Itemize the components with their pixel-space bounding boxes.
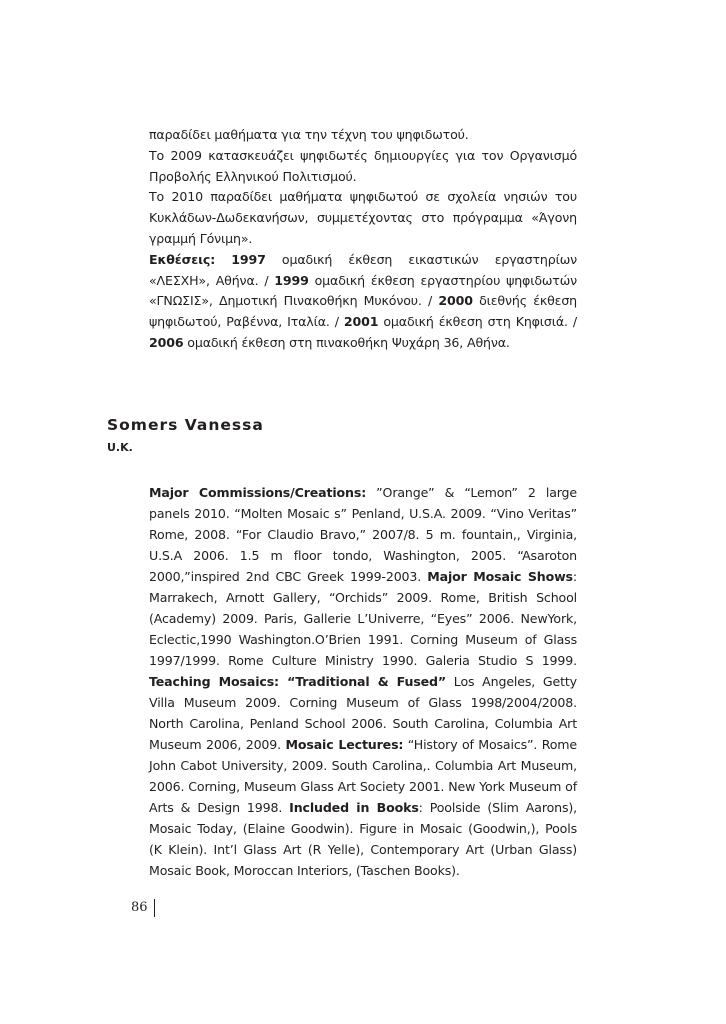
shows-label: Major Mosaic Shows [427,569,573,584]
artist-name: Somers Vanessa [107,416,264,434]
english-biography-block [149,482,577,881]
page-number: 86 [131,899,155,917]
year: 2000 [438,293,473,309]
exhibitions-paragraph: Εκθέσεις: 1997 ομαδική έκθεση εικαστικών εργαστηρίων «ΛΕΣΧΗ», Αθήνα. / 1999 ομαδική έκθεση εργαστηρίου ψηφιδωτών «ΓΝΩΣΙΣ», Δημοτική Πινακοθήκη Μυκόνου. / 2000 διεθνής έκθεση ψηφιδωτού, Ραβέννα, Ιταλία. / 2001 ομαδική έκθεση στη Κηφισιά. / 2006 ομαδική έκθεση στη πινακοθήκη Ψυχάρη 36, Αθήνα. [149,251,578,350]
books-label: Included in Books [289,800,419,815]
exhibitions-label: Εκθέσεις: [149,251,216,267]
paragraph: Το 2009 κατασκευάζει ψηφιδωτές δημιουργίες για τον Οργανισμό Προβολής Ελληνικού Πολιτισμού. [149,147,577,184]
paragraph: παραδίδει μαθήματα για την τέχνη του ψηφιδωτού. [149,127,469,142]
year: 1997 [231,251,266,267]
year: 1999 [274,272,309,288]
biography-paragraph: Major Commissions/Creations: ”Orange” & “Lemon” 2 large panels 2010. “Molten Mosaic s” Penland, U.S.A. 2009. “Vino Veritas” Rome, 2008. “For Claudio Bravo,” 2007/8. 5 m. fountain,, Virginia, U.S.A 2006. 1.5 m floor tondo, Washington, 2005. “Asaroton 2000,”inspired 2nd CBC Greek 1999-2003. Major Mosaic Shows: Marrakech, Arnott Gallery, “Orchids” 2009. Rome, British School (Academy) 2009. Paris, Gallerie L’Univerre, “Eyes” 2006. NewYork, Eclectic,1990 Washington.O’Brien 1991. Corning Museum of Glass 1997/1999. Rome Culture Ministry 1990. Galeria Studio S 1999. Teaching Mosaics: “Traditional & Fused” Los Angeles, Getty Villa Museum 2009. Corning Museum of Glass 1998/2004/2008. North Carolina, Penland School 2006. South Carolina, Columbia Art Museum 2006, 2009. Mosaic Lectures: “History of Mosaics”. Rome John Cabot University, 2009. South Carolina,. Columbia Art Museum, 2006. Corning, Museum Glass Art Society 2001. New York Museum of Arts & Design 1998. Included in Books: Poolside (Slim Aarons), Mosaic Today, (Elaine Goodwin). Figure in Mosaic (Goodwin,), Pools (K Klein). Int’l Glass Art (R Yelle), Contemporary Art (Urban Glass) Mosaic Book, Moroccan Interiors, (Taschen Books). [149,485,578,878]
paragraph: Το 2010 παραδίδει μαθήματα ψηφιδωτού σε σχολεία νησιών του Κυκλάδων-Δωδεκανήσων, συμμετέχοντας στο πρόγραμμα «Άγονη γραμμή Γόνιμη». [149,189,577,246]
greek-biography-block [149,125,577,354]
year: 2006 [149,334,184,350]
teaching-label: Teaching Mosaics: “Traditional & Fused” [149,674,447,689]
lectures-label: Mosaic Lectures: [285,737,404,752]
commissions-label: Major Commissions/Creations: [149,485,367,500]
year: 2001 [343,314,379,330]
artist-country: U.K. [107,441,133,454]
